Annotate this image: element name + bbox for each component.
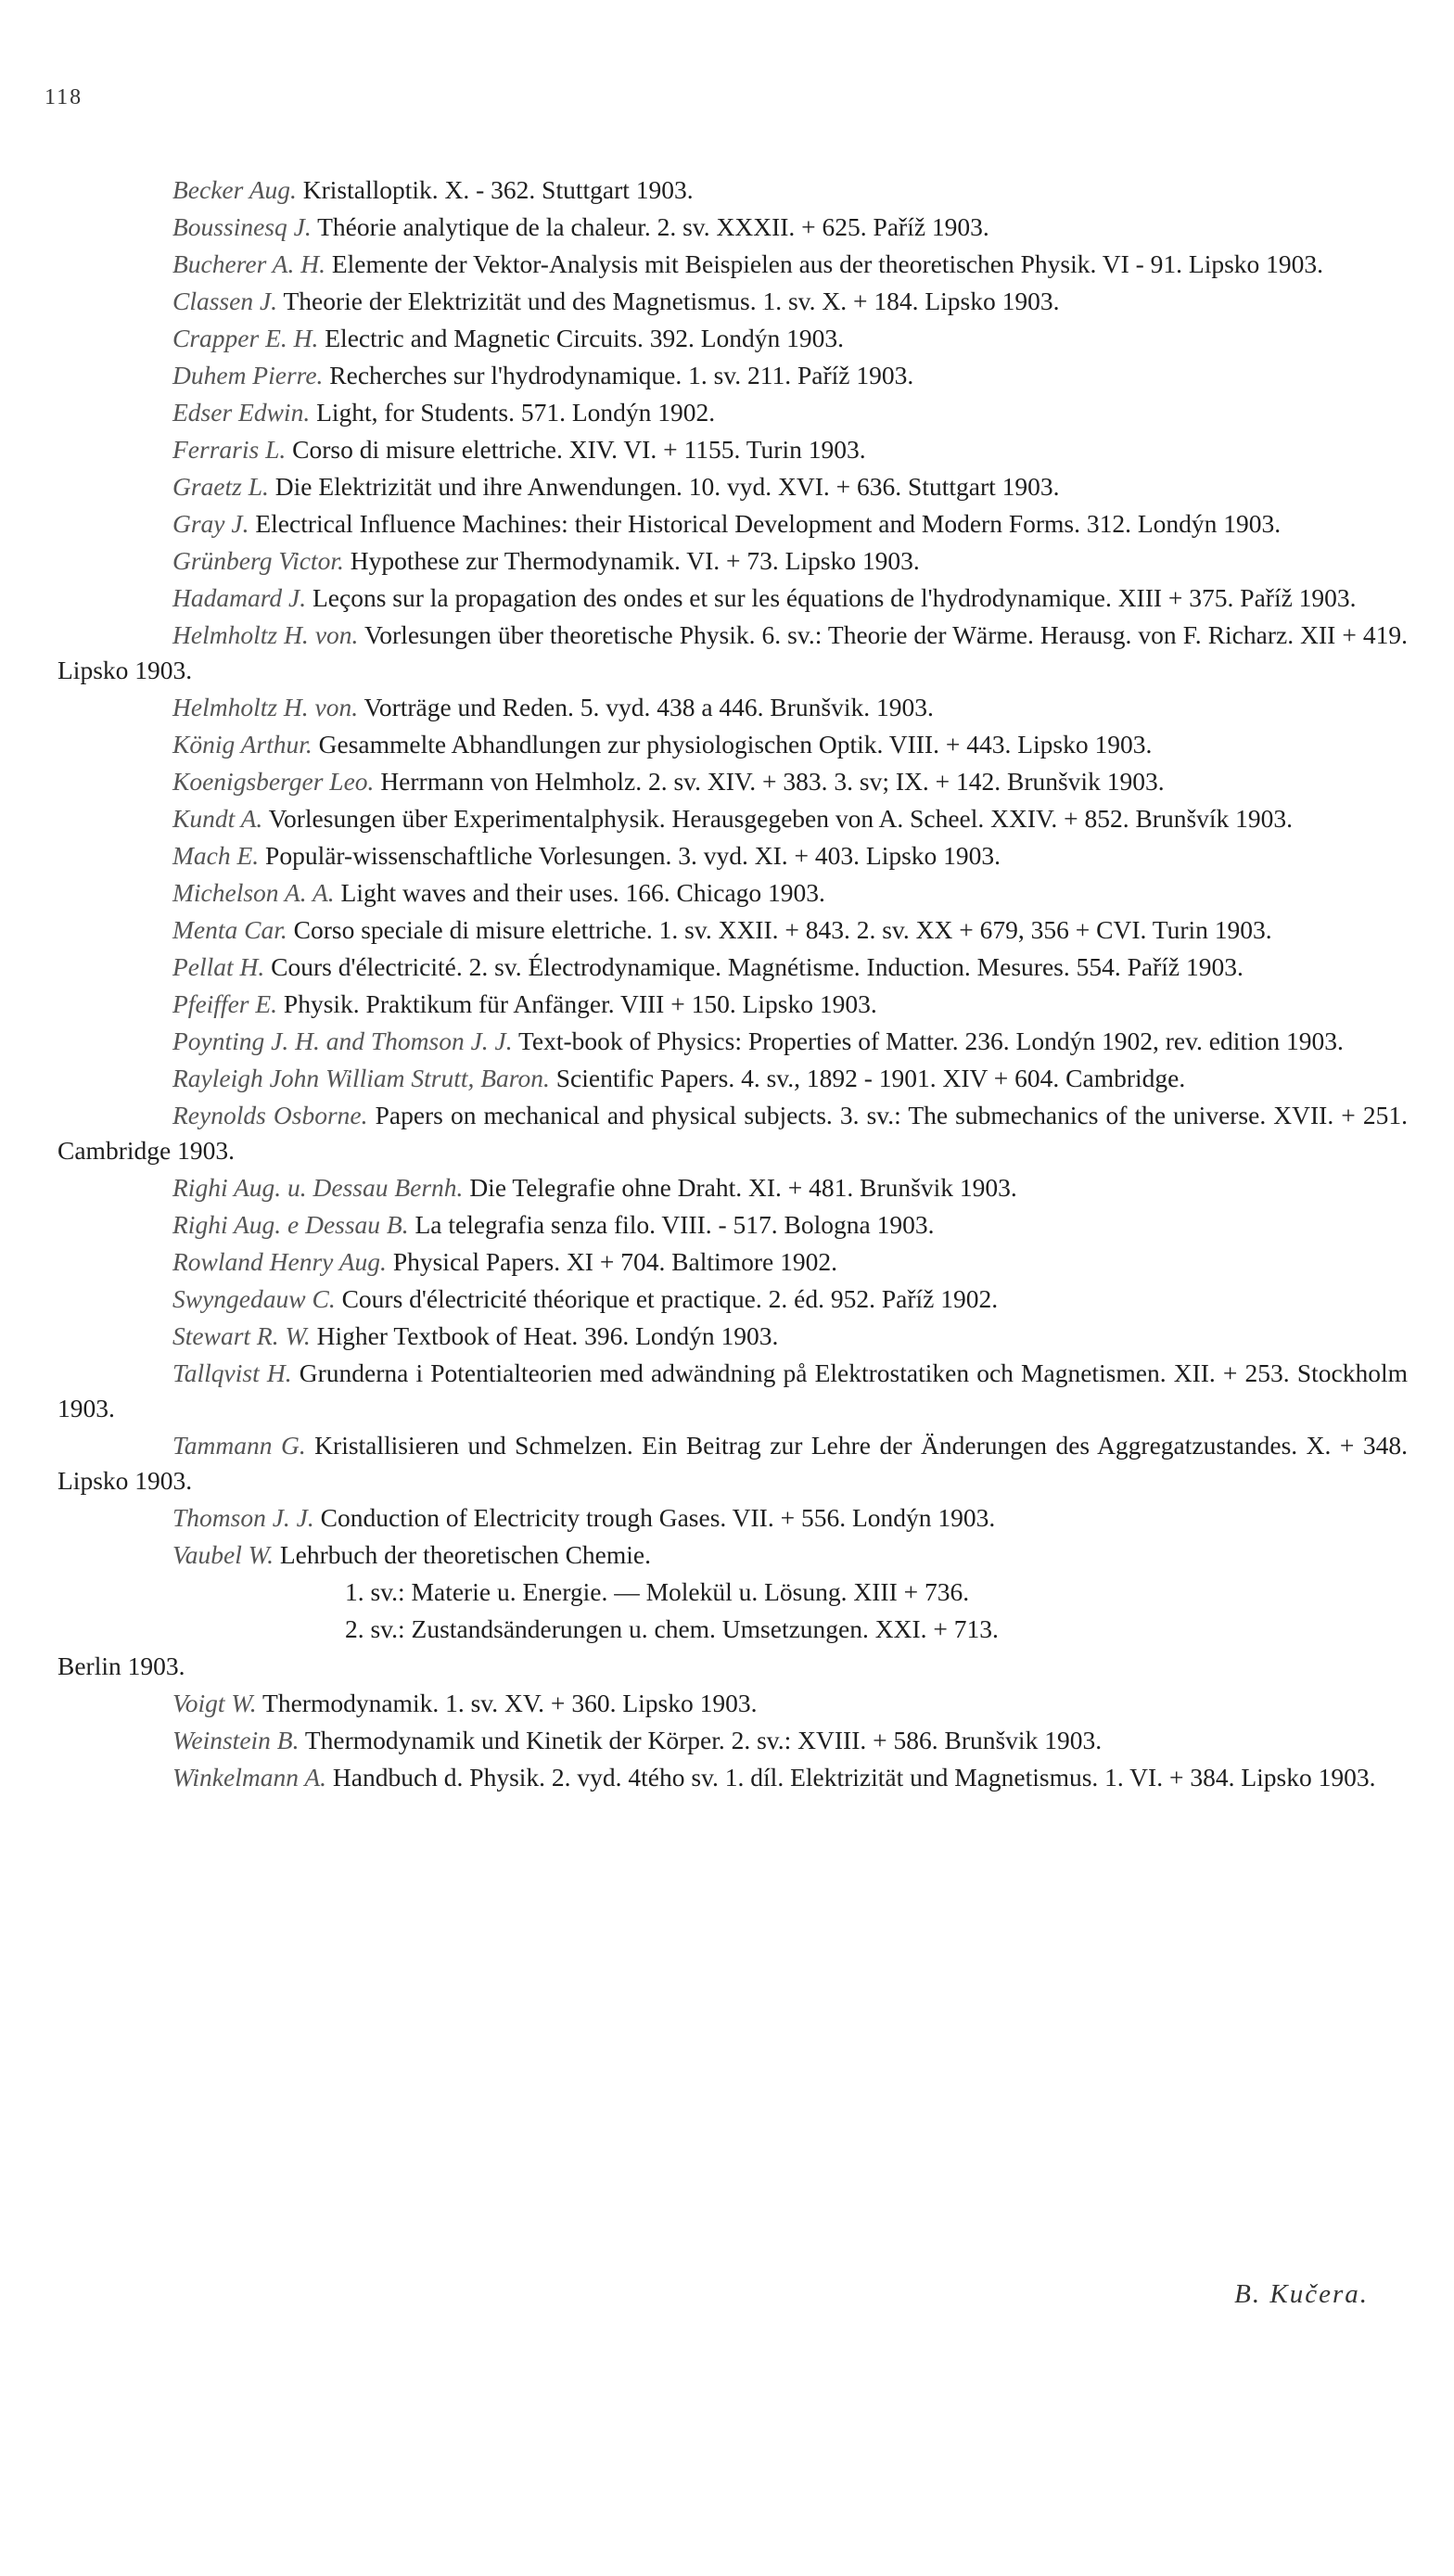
- entry-author: Rowland Henry Aug.: [172, 1247, 387, 1276]
- entry-text: Théorie analytique de la chaleur. 2. sv. XXXII. + 625. Paříž 1903.: [311, 212, 989, 241]
- entry-text: Vorlesungen über theoretische Physik. 6. sv.: Theorie der Wärme. Herausg. von F. Richarz. XII + 419. Lipsko 1903.: [57, 620, 1408, 684]
- entry-author: Tallqvist H.: [172, 1358, 292, 1387]
- page-number: 118: [45, 85, 83, 109]
- entry-text: Lehrbuch der theoretischen Chemie.: [273, 1540, 651, 1569]
- entry-text: Cours d'électricité. 2. sv. Électrodynamique. Magnétisme. Induction. Mesures. 554. Paříž 1903.: [264, 952, 1244, 981]
- entry-author: Classen J.: [172, 287, 278, 315]
- entry-author: Koenigsberger Leo.: [172, 767, 375, 796]
- entry-author: Edser Edwin.: [172, 398, 311, 427]
- bibliography-entry: [57, 912, 1408, 948]
- entry-author: Crapper E. H.: [172, 324, 319, 352]
- bibliography-entry: [57, 321, 1408, 356]
- bibliography-entry: [57, 1537, 1408, 1573]
- bibliography-entry: [57, 618, 1408, 688]
- bibliography-entry: [57, 172, 1408, 208]
- bibliography-entry: [57, 1428, 1408, 1498]
- bibliography-list: [57, 172, 1408, 1797]
- bibliography-entry: [57, 1207, 1408, 1243]
- entry-author: Righi Aug. u. Dessau Bernh.: [172, 1173, 464, 1202]
- entry-text: Leçons sur la propagation des ondes et sur les équations de l'hydrodynamique. XIII + 375. Paříž 1903.: [306, 583, 1357, 612]
- entry-author: Pfeiffer E.: [172, 989, 278, 1018]
- entry-text: Theorie der Elektrizität und des Magnetismus. 1. sv. X. + 184. Lipsko 1903.: [277, 287, 1060, 315]
- entry-text: Gesammelte Abhandlungen zur physiologischen Optik. VIII. + 443. Lipsko 1903.: [312, 730, 1153, 759]
- entry-author: Voigt W.: [172, 1689, 257, 1717]
- entry-text: Grunderna i Potentialteorien med adwändning på Elektrostatiken och Magnetismen. XII. + 253. Stockholm 1903.: [57, 1358, 1408, 1422]
- entry-text: Populär-wissenschaftliche Vorlesungen. 3. vyd. XI. + 403. Lipsko 1903.: [259, 841, 1001, 870]
- entry-author: Pellat H.: [172, 952, 265, 981]
- entry-author: Duhem Pierre.: [172, 361, 324, 389]
- entry-author: Weinstein B.: [172, 1726, 300, 1754]
- entry-text: 1. sv.: Materie u. Energie. — Molekül u. Lösung. XIII + 736.: [345, 1577, 970, 1606]
- bibliography-entry: [57, 950, 1408, 985]
- entry-text: Kristallisieren und Schmelzen. Ein Beitrag zur Lehre der Änderungen des Aggregatzustandes. X. + 348. Lipsko 1903.: [57, 1431, 1408, 1495]
- entry-author: König Arthur.: [172, 730, 312, 759]
- entry-text: Handbuch d. Physik. 2. vyd. 4tého sv. 1. díl. Elektrizität und Magnetismus. 1. VI. + 384. Lipsko 1903.: [326, 1763, 1376, 1792]
- entry-text: Die Elektrizität und ihre Anwendungen. 10. vyd. XVI. + 636. Stuttgart 1903.: [268, 472, 1060, 501]
- entry-author: Graetz L.: [172, 472, 269, 501]
- entry-text: Higher Textbook of Heat. 396. Londýn 1903.: [310, 1321, 779, 1350]
- bibliography-entry: [57, 432, 1408, 467]
- entry-author: Michelson A. A.: [172, 878, 335, 907]
- bibliography-entry: [57, 210, 1408, 245]
- entry-text: Physical Papers. XI + 704. Baltimore 1902.: [386, 1247, 837, 1276]
- entry-text: Hypothese zur Thermodynamik. VI. + 73. Lipsko 1903.: [343, 546, 920, 575]
- entry-text: Thermodynamik. 1. sv. XV. + 360. Lipsko 1903.: [256, 1689, 758, 1717]
- bibliography-entry: [57, 1686, 1408, 1721]
- bibliography-subentry: [57, 1612, 1408, 1647]
- bibliography-entry: [57, 875, 1408, 911]
- entry-text: Thermodynamik und Kinetik der Körper. 2. sv.: XVIII. + 586. Brunšvik 1903.: [299, 1726, 1103, 1754]
- bibliography-entry: [57, 1170, 1408, 1205]
- entry-author: Gray J.: [172, 509, 249, 538]
- entry-text: Conduction of Electricity trough Gases. VII. + 556. Londýn 1903.: [313, 1503, 996, 1532]
- entry-text: La telegrafia senza filo. VIII. - 517. Bologna 1903.: [408, 1210, 935, 1239]
- entry-text: 2. sv.: Zustandsänderungen u. chem. Umsetzungen. XXI. + 713.: [345, 1614, 999, 1643]
- entry-text: Kristalloptik. X. - 362. Stuttgart 1903.: [296, 175, 694, 204]
- bibliography-entry: [57, 247, 1408, 282]
- bibliography-subentry: [57, 1575, 1408, 1610]
- entry-text: Light, for Students. 571. Londýn 1902.: [310, 398, 716, 427]
- bibliography-entry: [57, 1024, 1408, 1059]
- entry-text: Vorträge und Reden. 5. vyd. 438 a 446. Brunšvik. 1903.: [358, 693, 934, 721]
- entry-text: Herrmann von Helmholz. 2. sv. XIV. + 383. 3. sv; IX. + 142. Brunšvik 1903.: [374, 767, 1165, 796]
- entry-text: Light waves and their uses. 166. Chicago 1903.: [334, 878, 825, 907]
- bibliography-entry: [57, 469, 1408, 504]
- bibliography-entry: [57, 506, 1408, 542]
- entry-author: Helmholtz H. von.: [172, 693, 359, 721]
- entry-text: Recherches sur l'hydrodynamique. 1. sv. 211. Paříž 1903.: [323, 361, 914, 389]
- bibliography-entry: [57, 727, 1408, 762]
- entry-author: Boussinesq J.: [172, 212, 312, 241]
- entry-author: Bucherer A. H.: [172, 249, 325, 278]
- entry-text: Vorlesungen über Experimentalphysik. Herausgegeben von A. Scheel. XXIV. + 852. Brunšvík 1903.: [262, 804, 1294, 833]
- bibliography-entry: [57, 764, 1408, 799]
- bibliography-entry: [57, 690, 1408, 725]
- bibliography-entry: [57, 1098, 1408, 1168]
- entry-author: Hadamard J.: [172, 583, 307, 612]
- entry-author: Kundt A.: [172, 804, 263, 833]
- bibliography-entry: [57, 801, 1408, 836]
- entry-author: Grünberg Victor.: [172, 546, 344, 575]
- entry-author: Stewart R. W.: [172, 1321, 311, 1350]
- bibliography-entry: [57, 1723, 1408, 1758]
- entry-author: Rayleigh John William Strutt, Baron.: [172, 1064, 550, 1092]
- bibliography-entry: [57, 358, 1408, 393]
- entry-text: Electric and Magnetic Circuits. 392. Londýn 1903.: [318, 324, 845, 352]
- entry-author: Tammann G.: [172, 1431, 306, 1460]
- entry-author: Ferraris L.: [172, 435, 287, 464]
- bibliography-entry: [57, 1319, 1408, 1354]
- entry-text: Scientific Papers. 4. sv., 1892 - 1901. XIV + 604. Cambridge.: [549, 1064, 1186, 1092]
- entry-author: Reynolds Osborne.: [172, 1101, 368, 1129]
- entry-text: Die Telegrafie ohne Draht. XI. + 481. Brunšvik 1903.: [463, 1173, 1017, 1202]
- bibliography-entry: [57, 395, 1408, 430]
- entry-author: Mach E.: [172, 841, 260, 870]
- bibliography-entry: [57, 1356, 1408, 1426]
- entry-text: Corso speciale di misure elettriche. 1. sv. XXII. + 843. 2. sv. XX + 679, 356 + CVI. Turin 1903.: [287, 915, 1272, 944]
- entry-text: Text-book of Physics: Properties of Matter. 236. Londýn 1902, rev. edition 1903.: [512, 1027, 1344, 1055]
- bibliography-entry: [57, 838, 1408, 874]
- bibliography-entry: [57, 543, 1408, 579]
- bibliography-entry: [57, 1649, 1408, 1684]
- entry-text: Berlin 1903.: [57, 1651, 185, 1680]
- entry-author: Helmholtz H. von.: [172, 620, 359, 649]
- entry-text: Electrical Influence Machines: their Historical Development and Modern Forms. 312. Londýn 1903.: [249, 509, 1282, 538]
- entry-author: Poynting J. H. and Thomson J. J.: [172, 1027, 513, 1055]
- bibliography-entry: [57, 987, 1408, 1022]
- entry-author: Winkelmann A.: [172, 1763, 326, 1792]
- bibliography-entry: [57, 1282, 1408, 1317]
- entry-text: Papers on mechanical and physical subjects. 3. sv.: The submechanics of the universe. XVII. + 251. Cambridge 1903.: [57, 1101, 1408, 1165]
- entry-author: Thomson J. J.: [172, 1503, 314, 1532]
- entry-text: Elemente der Vektor-Analysis mit Beispielen aus der theoretischen Physik. VI - 91. Lipsko 1903.: [325, 249, 1324, 278]
- entry-author: Becker Aug.: [172, 175, 297, 204]
- entry-author: Righi Aug. e Dessau B.: [172, 1210, 409, 1239]
- entry-text: Corso di misure elettriche. XIV. VI. + 1155. Turin 1903.: [286, 435, 866, 464]
- entry-author: Menta Car.: [172, 915, 287, 944]
- bibliography-entry: [57, 1061, 1408, 1096]
- entry-text: Cours d'électricité théorique et practique. 2. éd. 952. Paříž 1902.: [335, 1284, 999, 1313]
- signature: B. Kučera.: [1234, 2279, 1369, 2309]
- bibliography-entry: [57, 1500, 1408, 1536]
- bibliography-entry: [57, 284, 1408, 319]
- entry-author: Swyngedauw C.: [172, 1284, 336, 1313]
- entry-text: Physik. Praktikum für Anfänger. VIII + 150. Lipsko 1903.: [277, 989, 877, 1018]
- bibliography-entry: [57, 1760, 1408, 1795]
- bibliography-entry: [57, 1244, 1408, 1280]
- bibliography-entry: [57, 580, 1408, 616]
- entry-author: Vaubel W.: [172, 1540, 274, 1569]
